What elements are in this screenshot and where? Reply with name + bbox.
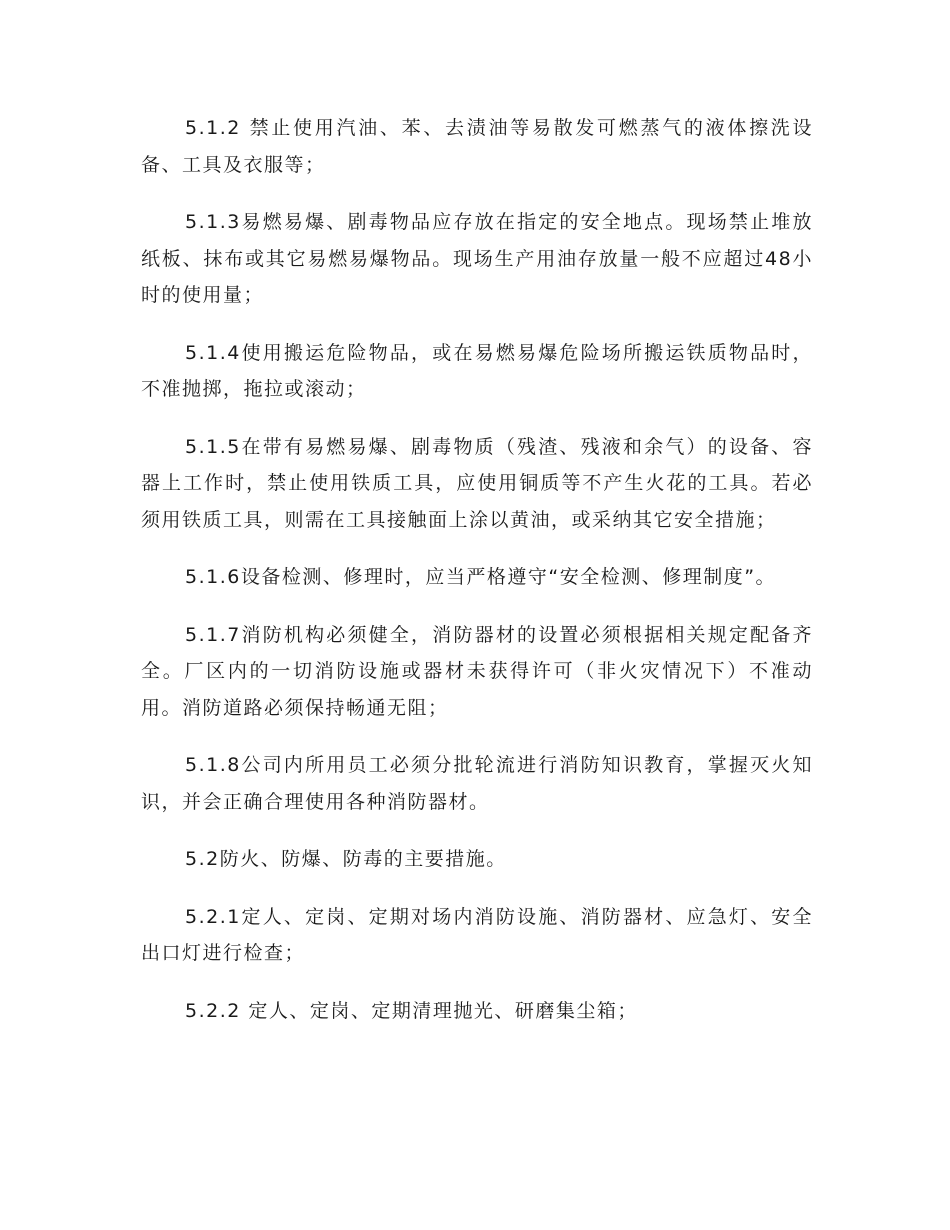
paragraph-5-1-8: 5.1.8公司内所用员工必须分批轮流进行消防知识教育，掌握灭火知识，并会正确合理使用各种消防器材。 <box>141 754 813 813</box>
paragraph-5-2-1: 5.2.1定人、定岗、定期对场内消防设施、消防器材、应急灯、安全出口灯进行检查； <box>141 905 813 964</box>
paragraph-5-2-2: 5.2.2 定人、定岗、定期清理抛光、研磨集尘箱； <box>185 999 638 1022</box>
paragraph-5-1-2: 5.1.2 禁止使用汽油、苯、去渍油等易散发可燃蒸气的液体擦洗设备、工具及衣服等； <box>141 117 813 176</box>
paragraph-5-1-4: 5.1.4使用搬运危险物品，或在易燃易爆危险场所搬运铁质物品时，不准抛掷，拖拉或滚动； <box>141 341 813 400</box>
paragraph-5-1-5: 5.1.5在带有易燃易爆、剧毒物质（残渣、残液和余气）的设备、容器上工作时，禁止使用铁质工具，应使用铜质等不产生火花的工具。若必须用铁质工具，则需在工具接触面上涂以黄油，或采纳其它安全措施； <box>141 435 813 531</box>
document-body <box>141 110 813 1050</box>
paragraph-5-2: 5.2防火、防爆、防毒的主要措施。 <box>185 848 507 870</box>
paragraph-5-1-6: 5.1.6设备检测、修理时，应当严格遵守“安全检测、修理制度”。 <box>185 566 777 588</box>
paragraph-5-1-3: 5.1.3易燃易爆、剧毒物品应存放在指定的安全地点。现场禁止堆放纸板、抹布或其它易燃易爆物品。现场生产用油存放量一般不应超过48小时的使用量； <box>141 211 813 306</box>
paragraph-5-1-7: 5.1.7消防机构必须健全，消防器材的设置必须根据相关规定配备齐全。厂区内的一切消防设施或器材未获得许可（非火灾情况下）不准动用。消防道路必须保持畅通无阻； <box>141 623 813 719</box>
